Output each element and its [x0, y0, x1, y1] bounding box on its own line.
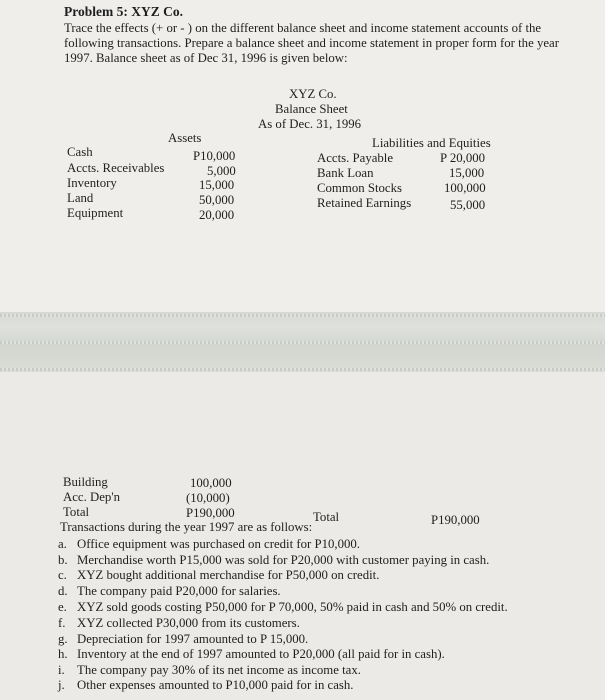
- assets-header: Assets: [168, 131, 202, 145]
- asset-value: 20,000: [199, 208, 235, 222]
- list-item: Merchandise worth P15,000 was sold for P20,000 with customer paying in cash.: [77, 553, 490, 567]
- list-item: The company pay 30% of its net income as income tax.: [77, 663, 361, 677]
- asset-label: Accts. Receivables: [67, 161, 165, 175]
- asset-label: Land: [67, 191, 94, 205]
- divider: [0, 341, 605, 344]
- list-letter: f.: [58, 616, 66, 630]
- instruction-line: following transactions. Prepare a balance sheet and income statement in proper form for the year: [64, 36, 559, 50]
- list-letter: h.: [58, 647, 68, 661]
- statement-date: As of Dec. 31, 1996: [258, 117, 362, 131]
- liab-total-value: P190,000: [431, 513, 480, 527]
- list-item: Other expenses amounted to P10,000 paid for in cash.: [77, 678, 354, 692]
- asset-value: 5,000: [207, 164, 236, 178]
- list-letter: d.: [58, 584, 68, 598]
- list-item: XYZ collected P30,000 from its customers.: [77, 616, 300, 630]
- asset-total-value: P190,000: [186, 506, 235, 520]
- list-item: The company paid P20,000 for salaries.: [77, 584, 281, 598]
- list-letter: b.: [58, 553, 68, 567]
- liability-label: Common Stocks: [317, 181, 402, 195]
- list-letter: g.: [58, 632, 68, 646]
- asset-total-label: Total: [63, 505, 90, 519]
- list-item: XYZ sold goods costing P50,000 for P 70,000, 50% paid in cash and 50% on credit.: [77, 600, 508, 614]
- liabilities-header: Liabilities and Equities: [372, 136, 491, 150]
- liability-value: 15,000: [449, 166, 485, 180]
- list-letter: e.: [58, 600, 67, 614]
- list-letter: i.: [58, 663, 65, 677]
- problem-title: Problem 5: XYZ Co.: [64, 4, 183, 19]
- asset-label: Inventory: [67, 176, 117, 190]
- liability-label: Retained Earnings: [317, 196, 412, 210]
- asset-value: P10,000: [193, 149, 236, 163]
- asset-label: Acc. Dep'n: [63, 490, 121, 504]
- instruction-line: Trace the effects (+ or - ) on the different balance sheet and income statement accounts of the: [64, 21, 542, 35]
- asset-label: Cash: [67, 145, 93, 159]
- list-letter: j.: [58, 678, 65, 692]
- company-name: XYZ Co.: [289, 87, 337, 101]
- asset-value: 15,000: [199, 178, 235, 192]
- statement-name: Balance Sheet: [275, 102, 348, 116]
- liab-total-label: Total: [313, 510, 340, 524]
- divider: [0, 368, 605, 371]
- list-item: Inventory at the end of 1997 amounted to P20,000 (all paid for in cash).: [77, 647, 445, 661]
- liability-value: P 20,000: [440, 151, 486, 165]
- instruction-line: 1997. Balance sheet as of Dec 31, 1996 is given below:: [64, 51, 348, 65]
- asset-label: Building: [63, 475, 108, 489]
- transactions-intro: Transactions during the year 1997 are as follows:: [60, 520, 313, 534]
- asset-value: 50,000: [199, 193, 235, 207]
- asset-value: (10,000): [186, 491, 230, 505]
- asset-value: 100,000: [190, 476, 232, 490]
- list-letter: c.: [58, 568, 67, 582]
- liability-label: Bank Loan: [317, 166, 374, 180]
- divider: [0, 314, 605, 317]
- liability-value: 100,000: [444, 181, 486, 195]
- list-letter: a.: [58, 537, 67, 551]
- liability-label: Accts. Payable: [317, 151, 394, 165]
- asset-label: Equipment: [67, 206, 124, 220]
- liability-value: 55,000: [450, 198, 486, 212]
- list-item: Depreciation for 1997 amounted to P 15,000.: [77, 632, 309, 646]
- list-item: Office equipment was purchased on credit for P10,000.: [77, 537, 360, 551]
- list-item: XYZ bought additional merchandise for P50,000 on credit.: [77, 568, 380, 582]
